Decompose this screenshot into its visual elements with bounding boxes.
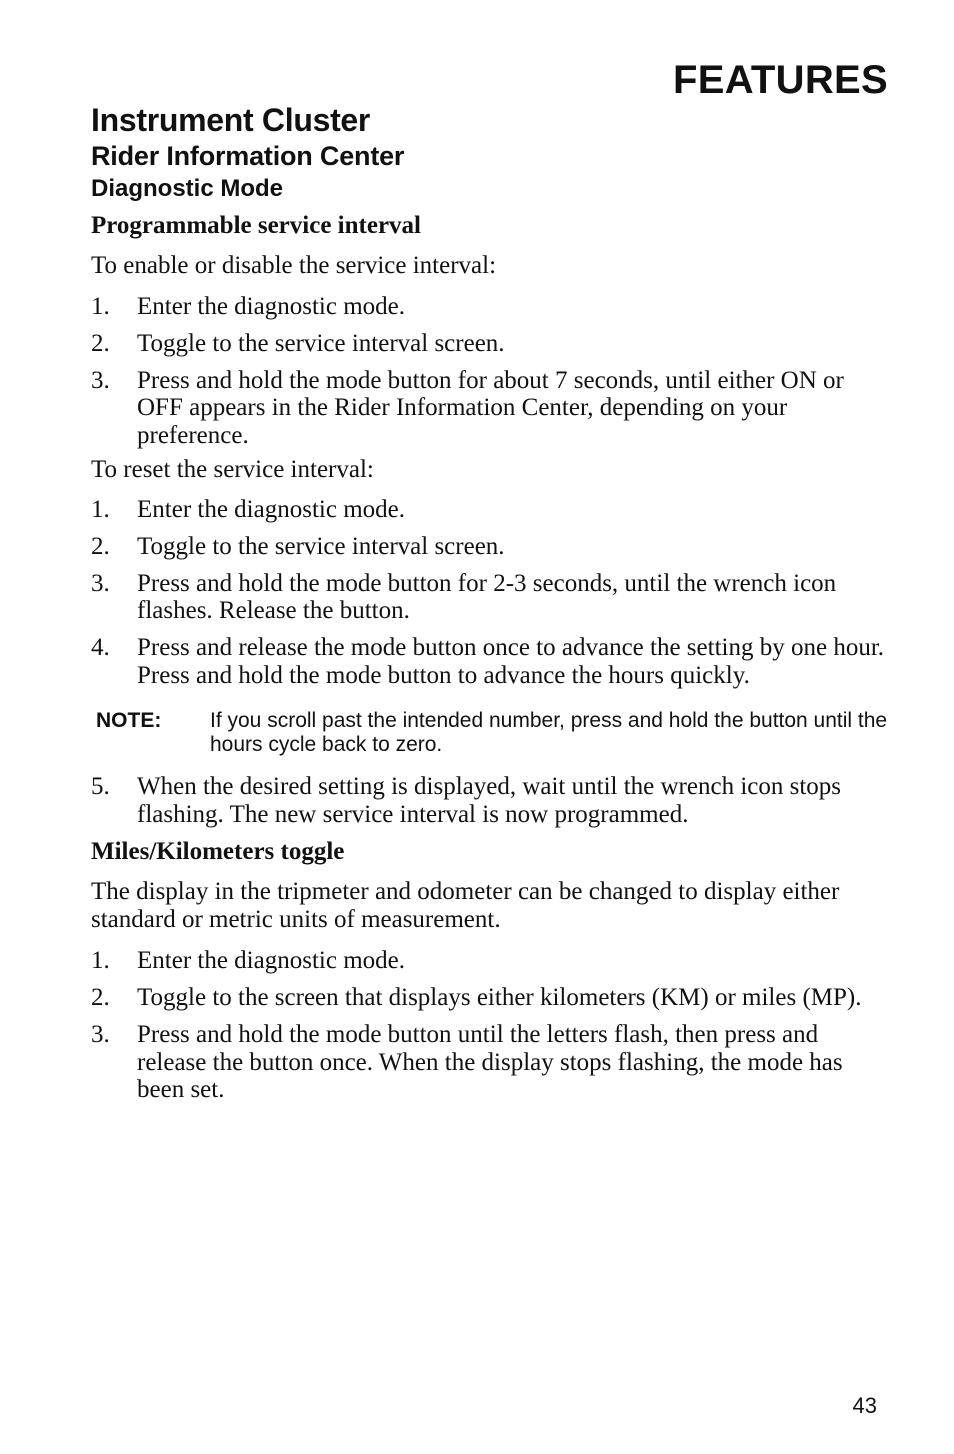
note-text: If you scroll past the intended number, press and hold the button until the hours cycle back to zero. [210,709,888,756]
step-number: 2. [91,532,110,560]
list-item [91,634,891,689]
step-number: 3. [91,1021,110,1048]
features-header: FEATURES [673,58,888,102]
step-number: 2. [91,329,110,357]
list-item [91,984,891,1012]
page-content [91,100,891,1104]
step-text: Enter the diagnostic mode. [137,292,405,320]
step-text: Toggle to the screen that displays either kilometers (KM) or miles (MP). [137,984,862,1011]
enable-intro: To enable or disable the service interval: [91,252,497,279]
page-number: 43 [852,1393,877,1418]
list-item [91,947,891,975]
step-number: 2. [91,984,110,1011]
list-item [91,496,891,524]
step-number: 3. [91,569,110,597]
step-number: 1. [91,947,110,974]
step-number: 1. [91,292,110,320]
step-text: Toggle to the service interval screen. [137,329,505,357]
step-text: Press and hold the mode button for about 7 seconds, until either ON or OFF appears in the Rider Information Center, depending on your preference. [137,366,844,449]
note-label: NOTE: [96,709,162,732]
step-text: Toggle to the service interval screen. [137,532,505,560]
list-item [91,367,891,450]
step-text: Press and hold the mode button until the letters flash, then press and release the button once. When the display stops flashing, the mode has been set. [137,1021,843,1103]
list-item [91,570,891,625]
step-text: Enter the diagnostic mode. [137,495,405,523]
enable-steps-list [91,293,891,450]
miles-km-steps-list [91,947,891,1104]
miles-km-intro: The display in the tripmeter and odometer can be changed to display either standard or metric units of measurement. [91,878,840,933]
final-step-list [91,773,891,828]
list-item [91,293,891,321]
step-number: 5. [91,773,110,800]
miles-km-title: Miles/Kilometers toggle [91,838,345,865]
subsection-title: Rider Information Center [91,141,405,171]
step-number: 4. [91,634,110,661]
reset-steps-list [91,496,891,690]
note-block [96,709,896,757]
step-number: 1. [91,495,110,523]
mode-title: Diagnostic Mode [91,175,284,202]
reset-intro: To reset the service interval: [91,456,374,483]
list-item [91,330,891,358]
section-title: Instrument Cluster [91,102,371,138]
service-interval-title: Programmable service interval [91,212,421,239]
list-item [91,1021,891,1104]
step-text: When the desired setting is displayed, wait until the wrench icon stops flashing. The new service interval is now programmed. [137,773,842,828]
step-text: Press and hold the mode button for 2-3 seconds, until the wrench icon flashes. Release the button. [137,569,837,624]
step-text: Press and release the mode button once to advance the setting by one hour. Press and hold the mode button to advance the hours quickly. [137,634,885,689]
list-item [91,533,891,561]
step-number: 3. [91,366,110,394]
step-text: Enter the diagnostic mode. [137,947,405,974]
list-item [91,773,891,828]
